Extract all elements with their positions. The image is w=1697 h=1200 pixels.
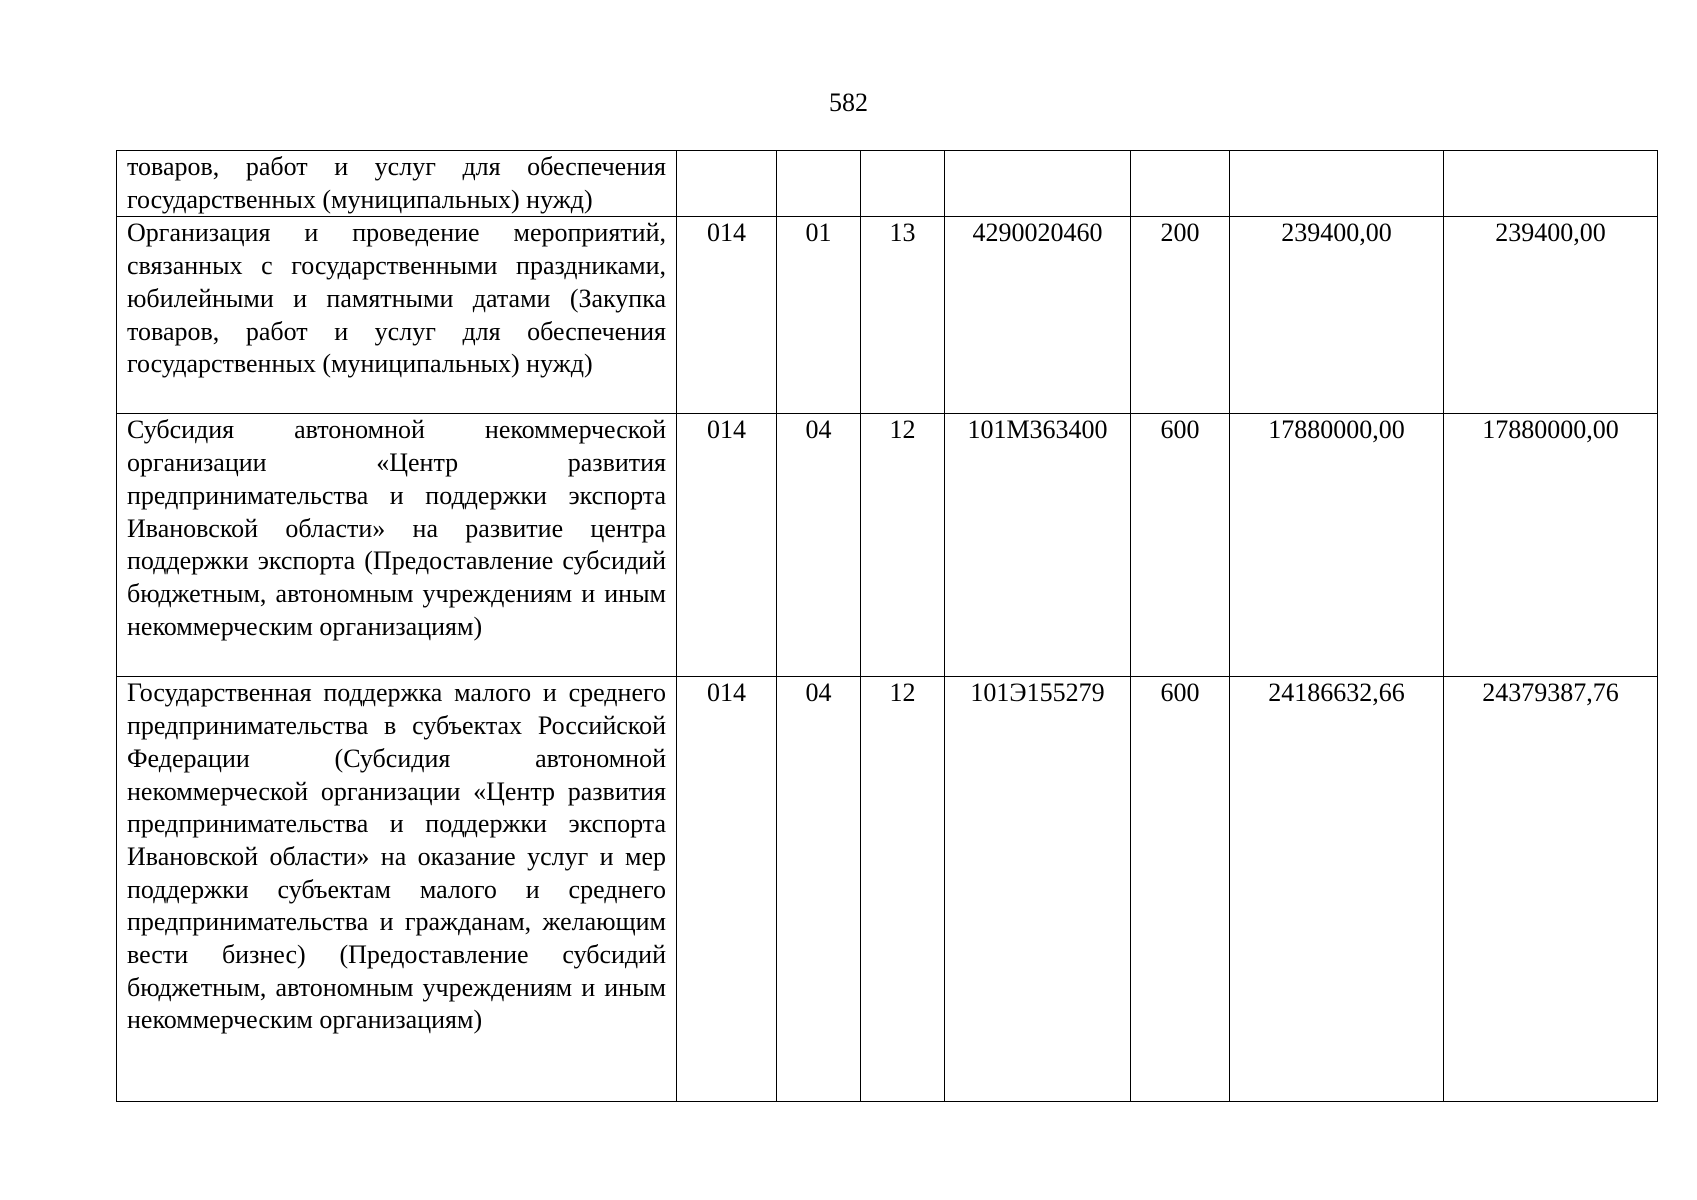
- expense-type-code: 600: [1131, 677, 1230, 1102]
- target-article-code: [945, 151, 1131, 217]
- table-row: [117, 677, 1658, 1102]
- subsection-code: 13: [861, 217, 945, 414]
- table-row: [117, 151, 1658, 217]
- page-number: 582: [829, 88, 868, 117]
- amount-2: 239400,00: [1444, 217, 1658, 414]
- expense-type-code: 600: [1131, 414, 1230, 677]
- target-article-code: 4290020460: [945, 217, 1131, 414]
- target-article-code: 101Э155279: [945, 677, 1131, 1102]
- row-description: Государственная поддержка малого и среднего предпринимательства в субъектах Российской Федерации (Субсидия автономной некоммерческой организации «Центр развития предпринимательства и поддержки экспорта Ивановской области» на оказание услуг и мер поддержки субъектам малого и среднего предпринимательства и гражданам, желающим вести бизнес) (Предоставление субсидий бюджетным, автономным учреждениям и иным некоммерческим организациям): [117, 677, 677, 1102]
- target-article-code: 101М363400: [945, 414, 1131, 677]
- ministry-code: 014: [677, 677, 777, 1102]
- ministry-code: [677, 151, 777, 217]
- amount-1: 24186632,66: [1230, 677, 1444, 1102]
- subsection-code: [861, 151, 945, 217]
- amount-1: 239400,00: [1230, 217, 1444, 414]
- expense-type-code: [1131, 151, 1230, 217]
- expense-type-code: 200: [1131, 217, 1230, 414]
- row-description: товаров, работ и услуг для обеспечения государственных (муниципальных) нужд): [117, 151, 677, 217]
- subsection-code: 12: [861, 414, 945, 677]
- subsection-code: 12: [861, 677, 945, 1102]
- budget-table: [116, 150, 1658, 1102]
- amount-2: 24379387,76: [1444, 677, 1658, 1102]
- ministry-code: 014: [677, 217, 777, 414]
- table-row: [117, 217, 1658, 414]
- section-code: [777, 151, 861, 217]
- table-row: [117, 414, 1658, 677]
- section-code: 04: [777, 414, 861, 677]
- section-code: 04: [777, 677, 861, 1102]
- amount-2: 17880000,00: [1444, 414, 1658, 677]
- row-description: Организация и проведение мероприятий, связанных с государственными праздниками, юбилейными и памятными датами (Закупка товаров, работ и услуг для обеспечения государственных (муниципальных) нужд): [117, 217, 677, 414]
- section-code: 01: [777, 217, 861, 414]
- amount-2: [1444, 151, 1658, 217]
- amount-1: [1230, 151, 1444, 217]
- row-description: Субсидия автономной некоммерческой организации «Центр развития предпринимательства и поддержки экспорта Ивановской области» на развитие центра поддержки экспорта (Предоставление субсидий бюджетным, автономным учреждениям и иным некоммерческим организациям): [117, 414, 677, 677]
- amount-1: 17880000,00: [1230, 414, 1444, 677]
- ministry-code: 014: [677, 414, 777, 677]
